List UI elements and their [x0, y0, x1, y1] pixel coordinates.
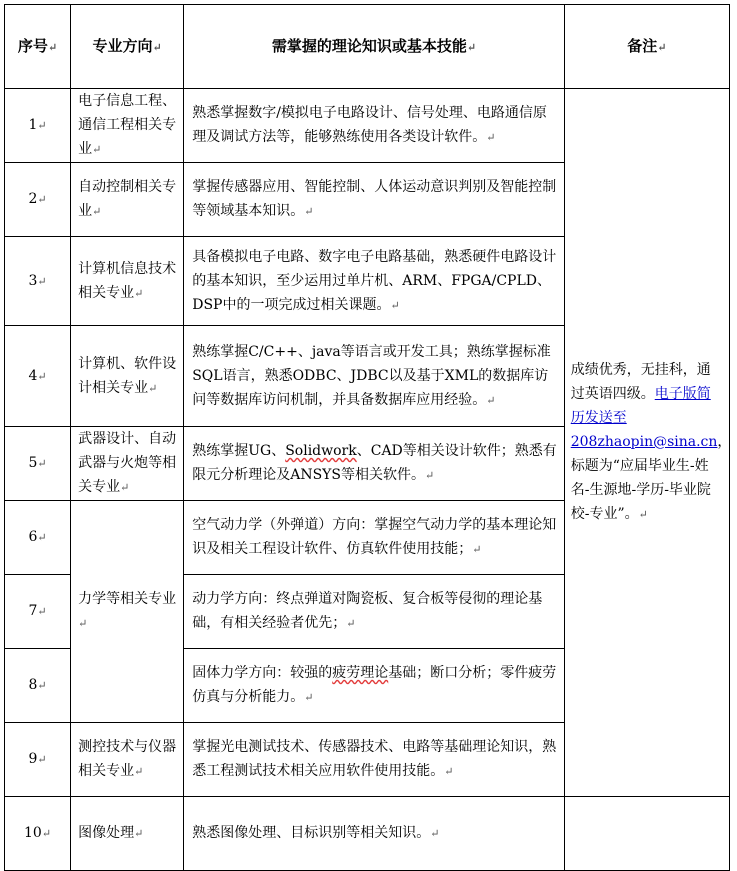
skills-cell: 固体力学方向：较强的疲劳理论基础；断口分析；零件疲劳仿真与分析能力。↵ [184, 649, 565, 723]
row-number: 7↵ [5, 575, 71, 649]
major-cell: 武器设计、自动武器与火炮等相关专业↵ [71, 427, 184, 501]
major-cell-merged: 力学等相关专业↵ [71, 501, 184, 723]
requirements-table [4, 4, 730, 871]
spellcheck-word: Solidwork [285, 443, 357, 459]
row-number: 10↵ [5, 797, 71, 871]
row-number: 3↵ [5, 237, 71, 326]
skills-cell: 掌握传感器应用、智能控制、人体运动意识判别及智能控制等领域基本知识。↵ [184, 163, 565, 237]
skills-cell: 熟悉图像处理、目标识别等相关知识。↵ [184, 797, 565, 871]
skills-cell: 熟练掌握UG、Solidwork、CAD等相关设计软件；熟悉有限元分析理论及ANSYS等相关软件。↵ [184, 427, 565, 501]
header-no: 序号↵ [5, 5, 71, 89]
row-number: 4↵ [5, 326, 71, 427]
email-link[interactable]: 电子版简历发送至208zhaopin@sina.cn [570, 386, 718, 450]
skills-cell: 空气动力学（外弹道）方向：掌握空气动力学的基本理论知识及相关工程设计软件、仿真软件使用技能；↵ [184, 501, 565, 575]
table-row [5, 797, 730, 871]
row-number: 2↵ [5, 163, 71, 237]
major-cell: 自动控制相关专业↵ [71, 163, 184, 237]
table-row [5, 89, 730, 163]
skills-cell: 熟悉掌握数字/模拟电子电路设计、信号处理、电路通信原理及调试方法等，能够熟练使用各类设计软件。↵ [184, 89, 565, 163]
header-skills: 需掌握的理论知识或基本技能↵ [184, 5, 565, 89]
major-cell: 测控技术与仪器相关专业↵ [71, 723, 184, 797]
major-cell: 计算机、软件设计相关专业↵ [71, 326, 184, 427]
note-cell: 成绩优秀，无挂科，通过英语四级。电子版简历发送至208zhaopin@sina.cn，标题为“应届毕业生-姓名-生源地-学历-毕业院校-专业”。↵ [564, 89, 729, 797]
note-cell-empty [564, 797, 729, 871]
spellcheck-word: 疲劳理论 [332, 665, 389, 681]
row-number: 8↵ [5, 649, 71, 723]
major-cell: 图像处理↵ [71, 797, 184, 871]
row-number: 9↵ [5, 723, 71, 797]
header-major: 专业方向↵ [71, 5, 184, 89]
row-number: 5↵ [5, 427, 71, 501]
row-number: 1↵ [5, 89, 71, 163]
skills-cell: 掌握光电测试技术、传感器技术、电路等基础理论知识，熟悉工程测试技术相关应用软件使用技能。↵ [184, 723, 565, 797]
major-cell: 计算机信息技术相关专业↵ [71, 237, 184, 326]
skills-cell: 动力学方向：终点弹道对陶瓷板、复合板等侵彻的理论基础，有相关经验者优先；↵ [184, 575, 565, 649]
skills-cell: 具备模拟电子电路、数字电子电路基础，熟悉硬件电路设计的基本知识，至少运用过单片机、ARM、FPGA/CPLD、DSP中的一项完成过相关课题。↵ [184, 237, 565, 326]
skills-cell: 熟练掌握C/C++、java等语言或开发工具；熟练掌握标准SQL语言，熟悉ODBC、JDBC以及基于XML的数据库访问等数据库访问机制，并具备数据库应用经验。↵ [184, 326, 565, 427]
row-number: 6↵ [5, 501, 71, 575]
major-cell: 电子信息工程、通信工程相关专业↵ [71, 89, 184, 163]
header-note: 备注↵ [564, 5, 729, 89]
header-row [5, 5, 730, 89]
